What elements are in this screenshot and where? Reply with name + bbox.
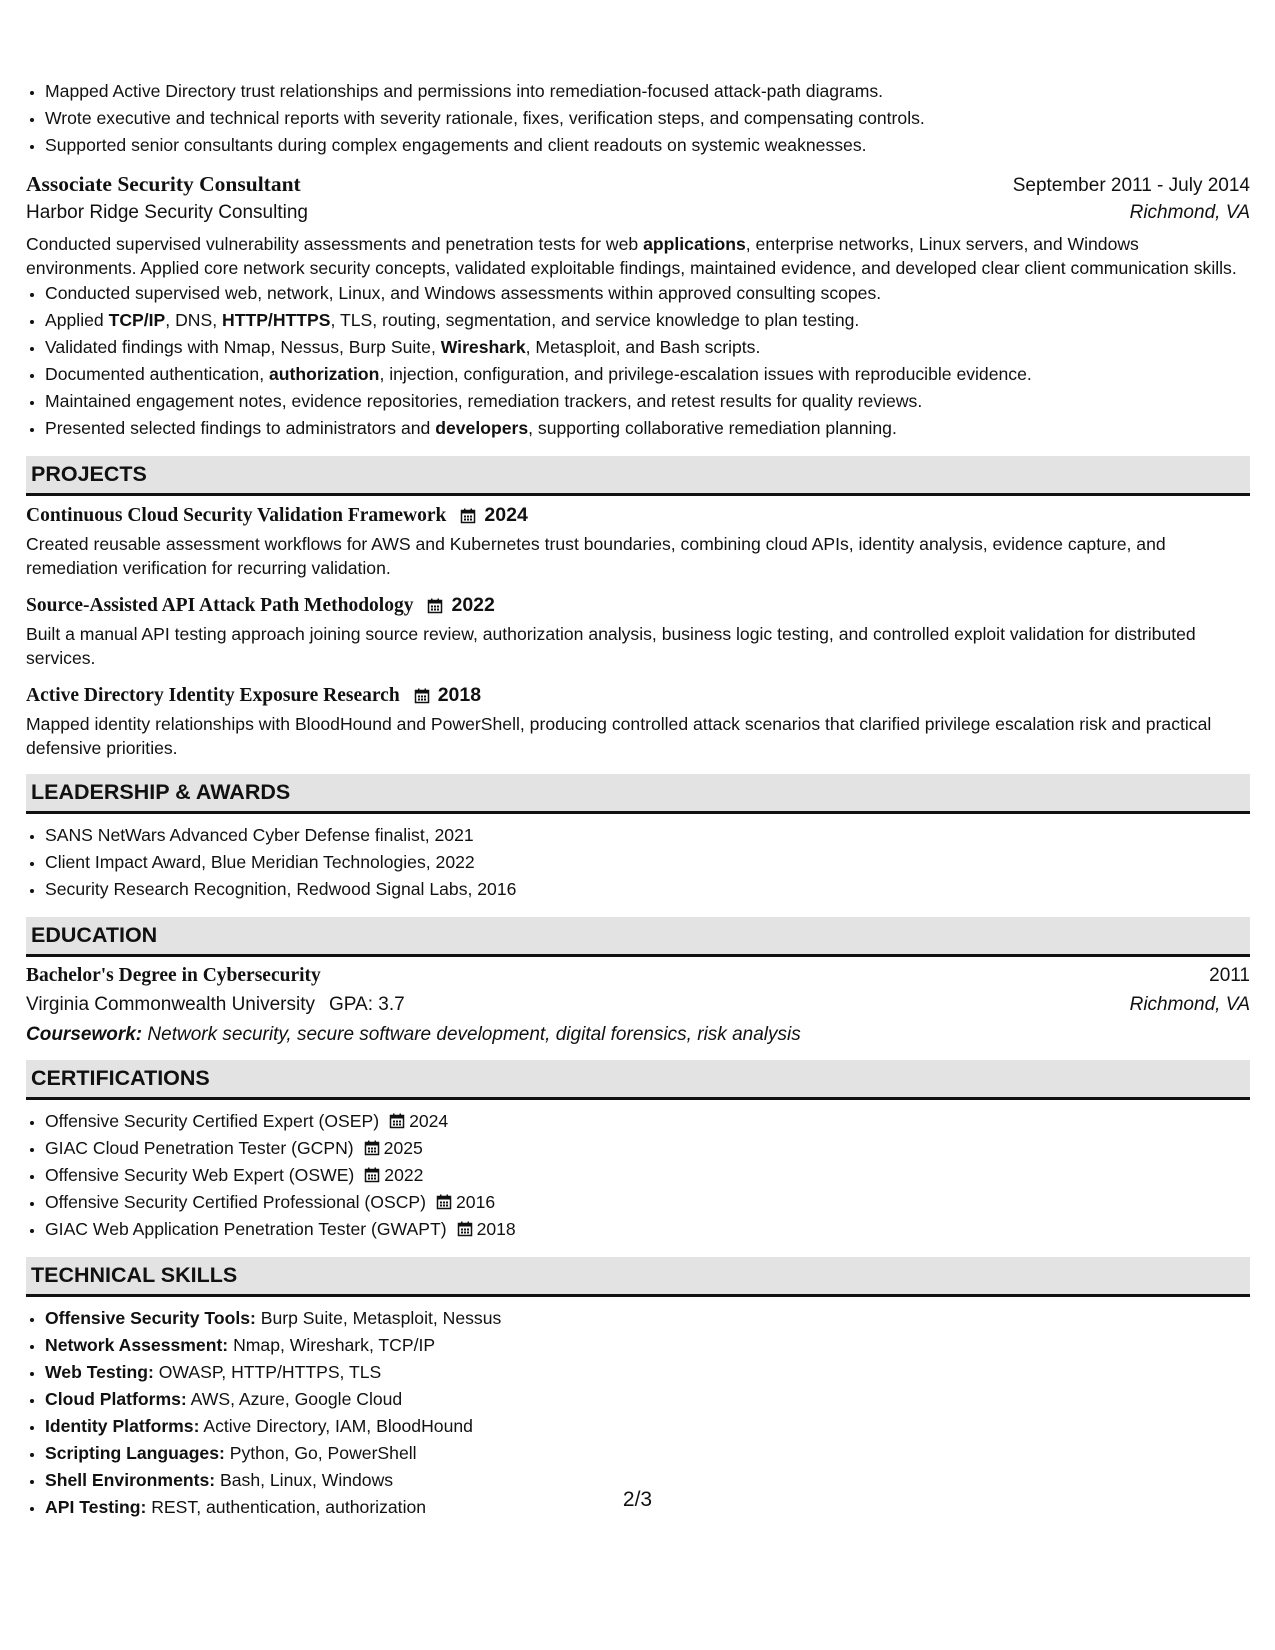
list-item — [45, 1440, 1250, 1467]
skill-value: Active Directory, IAM, BloodHound — [203, 1416, 473, 1436]
list-item — [45, 1135, 1250, 1162]
skill-label: API Testing: — [45, 1497, 147, 1517]
certifications-list — [26, 1108, 1250, 1243]
project-description: Mapped identity relationships with BloodHound and PowerShell, producing controlled attack scenarios that clarified privilege escalation risk and practical defensive priorities. — [26, 714, 1212, 758]
cert-name: Offensive Security Certified Expert (OSEP) — [45, 1111, 380, 1131]
summary-emphasis: applications — [643, 234, 746, 254]
skill-label: Identity Platforms: — [45, 1416, 200, 1436]
list-item — [45, 1216, 1250, 1243]
resume-page — [26, 78, 1250, 1521]
awards-list — [26, 822, 1250, 903]
job-summary — [26, 232, 1250, 280]
list-item: • Client Impact Award, Blue Meridian Technologies, 2022 — [45, 849, 1250, 876]
school-name: Virginia Commonwealth University — [26, 994, 315, 1015]
skill-value: Python, Go, PowerShell — [229, 1443, 417, 1463]
prior-job-bullets — [26, 78, 1250, 159]
cert-year: 2022 — [384, 1165, 424, 1185]
summary-text: Conducted supervised vulnerability assessments and penetration tests for web — [26, 234, 644, 254]
project-entry — [26, 594, 1250, 670]
project-name: Active Directory Identity Exposure Research — [26, 684, 400, 706]
list-item: • Maintained engagement notes, evidence repositories, remediation trackers, and retest results for quality reviews. — [45, 388, 1250, 415]
education-entry — [26, 965, 1250, 1046]
skill-value: Bash, Linux, Windows — [220, 1470, 394, 1490]
cert-year: 2018 — [476, 1219, 516, 1239]
list-item: • Security Research Recognition, Redwood Signal Labs, 2016 — [45, 876, 1250, 903]
calendar-icon — [436, 1194, 452, 1210]
project-year: 2018 — [437, 684, 482, 706]
project-entry — [26, 684, 1250, 760]
list-item: • Presented selected findings to administrators and developers, supporting collaborative remediation planning. — [45, 415, 1250, 442]
skill-label: Web Testing: — [45, 1362, 154, 1382]
job-bullets — [26, 280, 1250, 442]
calendar-icon — [364, 1167, 380, 1183]
coursework: Coursework: Network security, secure software development, digital forensics, risk analysis — [26, 1024, 801, 1045]
cert-year: 2025 — [383, 1138, 423, 1158]
project-description: Built a manual API testing approach joining source review, authorization analysis, business logic testing, and controlled exploit validation for distributed services. — [26, 624, 1196, 668]
list-item — [45, 1413, 1250, 1440]
calendar-icon — [427, 598, 443, 614]
skill-label: Cloud Platforms: — [45, 1389, 187, 1409]
cert-name: GIAC Web Application Penetration Tester (GWAPT) — [45, 1219, 447, 1239]
project-description: Created reusable assessment workflows for AWS and Kubernetes trust boundaries, combining cloud APIs, identity analysis, evidence capture, and remediation verification for recurring validation. — [26, 534, 1166, 578]
list-item: • Wrote executive and technical reports with severity rationale, fixes, verification steps, and compensating controls. — [45, 105, 1250, 132]
list-item — [45, 1108, 1250, 1135]
degree-title: Bachelor's Degree in Cybersecurity — [26, 965, 321, 986]
skill-value: Nmap, Wireshark, TCP/IP — [233, 1335, 436, 1355]
job-company: Harbor Ridge Security Consulting — [26, 202, 308, 223]
gpa: GPA: 3.7 — [328, 994, 405, 1015]
section-header-education: EDUCATION — [26, 917, 1250, 957]
school-location: Richmond, VA — [1129, 994, 1250, 1015]
calendar-icon — [414, 688, 430, 704]
skill-value: Burp Suite, Metasploit, Nessus — [260, 1308, 502, 1328]
project-year: 2022 — [451, 594, 495, 616]
section-header-skills: TECHNICAL SKILLS — [26, 1257, 1250, 1297]
calendar-icon — [457, 1221, 473, 1237]
graduation-year: 2011 — [1209, 965, 1250, 986]
list-item: • Applied TCP/IP, DNS, HTTP/HTTPS, TLS, routing, segmentation, and service knowledge to plan testing. — [45, 307, 1250, 334]
list-item — [45, 1162, 1250, 1189]
project-name: Continuous Cloud Security Validation Framework — [26, 504, 447, 526]
job-entry — [26, 172, 1250, 442]
list-item — [45, 1386, 1250, 1413]
list-item — [45, 1359, 1250, 1386]
projects-list — [26, 504, 1250, 760]
skill-value: REST, authentication, authorization — [151, 1497, 427, 1517]
cert-year: 2024 — [409, 1111, 449, 1131]
section-header-projects: PROJECTS — [26, 456, 1250, 496]
list-item: • Mapped Active Directory trust relationships and permissions into remediation-focused attack-path diagrams. — [45, 78, 1250, 105]
calendar-icon — [460, 508, 476, 524]
list-item: • Validated findings with Nmap, Nessus, Burp Suite, Wireshark, Metasploit, and Bash scripts. — [45, 334, 1250, 361]
section-header-certifications: CERTIFICATIONS — [26, 1060, 1250, 1100]
cert-name: Offensive Security Web Expert (OSWE) — [45, 1165, 355, 1185]
page-number: 2/3 — [622, 1488, 653, 1511]
calendar-icon — [389, 1113, 405, 1129]
skill-label: Scripting Languages: — [45, 1443, 225, 1463]
cert-name: GIAC Cloud Penetration Tester (GCPN) — [45, 1138, 354, 1158]
project-year: 2024 — [484, 504, 528, 526]
list-item: • SANS NetWars Advanced Cyber Defense finalist, 2021 — [45, 822, 1250, 849]
list-item: • Documented authentication, authorization, injection, configuration, and privilege-escalation issues with reproducible evidence. — [45, 361, 1250, 388]
skill-label: Offensive Security Tools: — [45, 1308, 256, 1328]
skill-value: OWASP, HTTP/HTTPS, TLS — [158, 1362, 382, 1382]
skill-value: AWS, Azure, Google Cloud — [190, 1389, 403, 1409]
skill-label: Shell Environments: — [45, 1470, 216, 1490]
list-item — [45, 1189, 1250, 1216]
skill-label: Network Assessment: — [45, 1335, 229, 1355]
job-title: Associate Security Consultant — [26, 172, 301, 196]
project-name: Source-Assisted API Attack Path Methodology — [26, 594, 414, 616]
calendar-icon — [364, 1140, 380, 1156]
summary-text: , enterprise networks, Linux servers, and Windows environments. Applied core network security concepts, validated exploitable findings, maintained evidence, and developed clear client communication skills. — [26, 234, 1237, 278]
list-item — [45, 1305, 1250, 1332]
cert-name: Offensive Security Certified Professional (OSCP) — [45, 1192, 427, 1212]
list-item — [45, 1332, 1250, 1359]
section-header-leadership: LEADERSHIP & AWARDS — [26, 774, 1250, 814]
job-location: Richmond, VA — [1129, 202, 1250, 223]
list-item: • Supported senior consultants during complex engagements and client readouts on systemic weaknesses. — [45, 132, 1250, 159]
cert-year: 2016 — [456, 1192, 496, 1212]
list-item: • Conducted supervised web, network, Linux, and Windows assessments within approved consulting scopes. — [45, 280, 1250, 307]
job-dates: September 2011 - July 2014 — [1012, 175, 1250, 196]
project-entry — [26, 504, 1250, 580]
